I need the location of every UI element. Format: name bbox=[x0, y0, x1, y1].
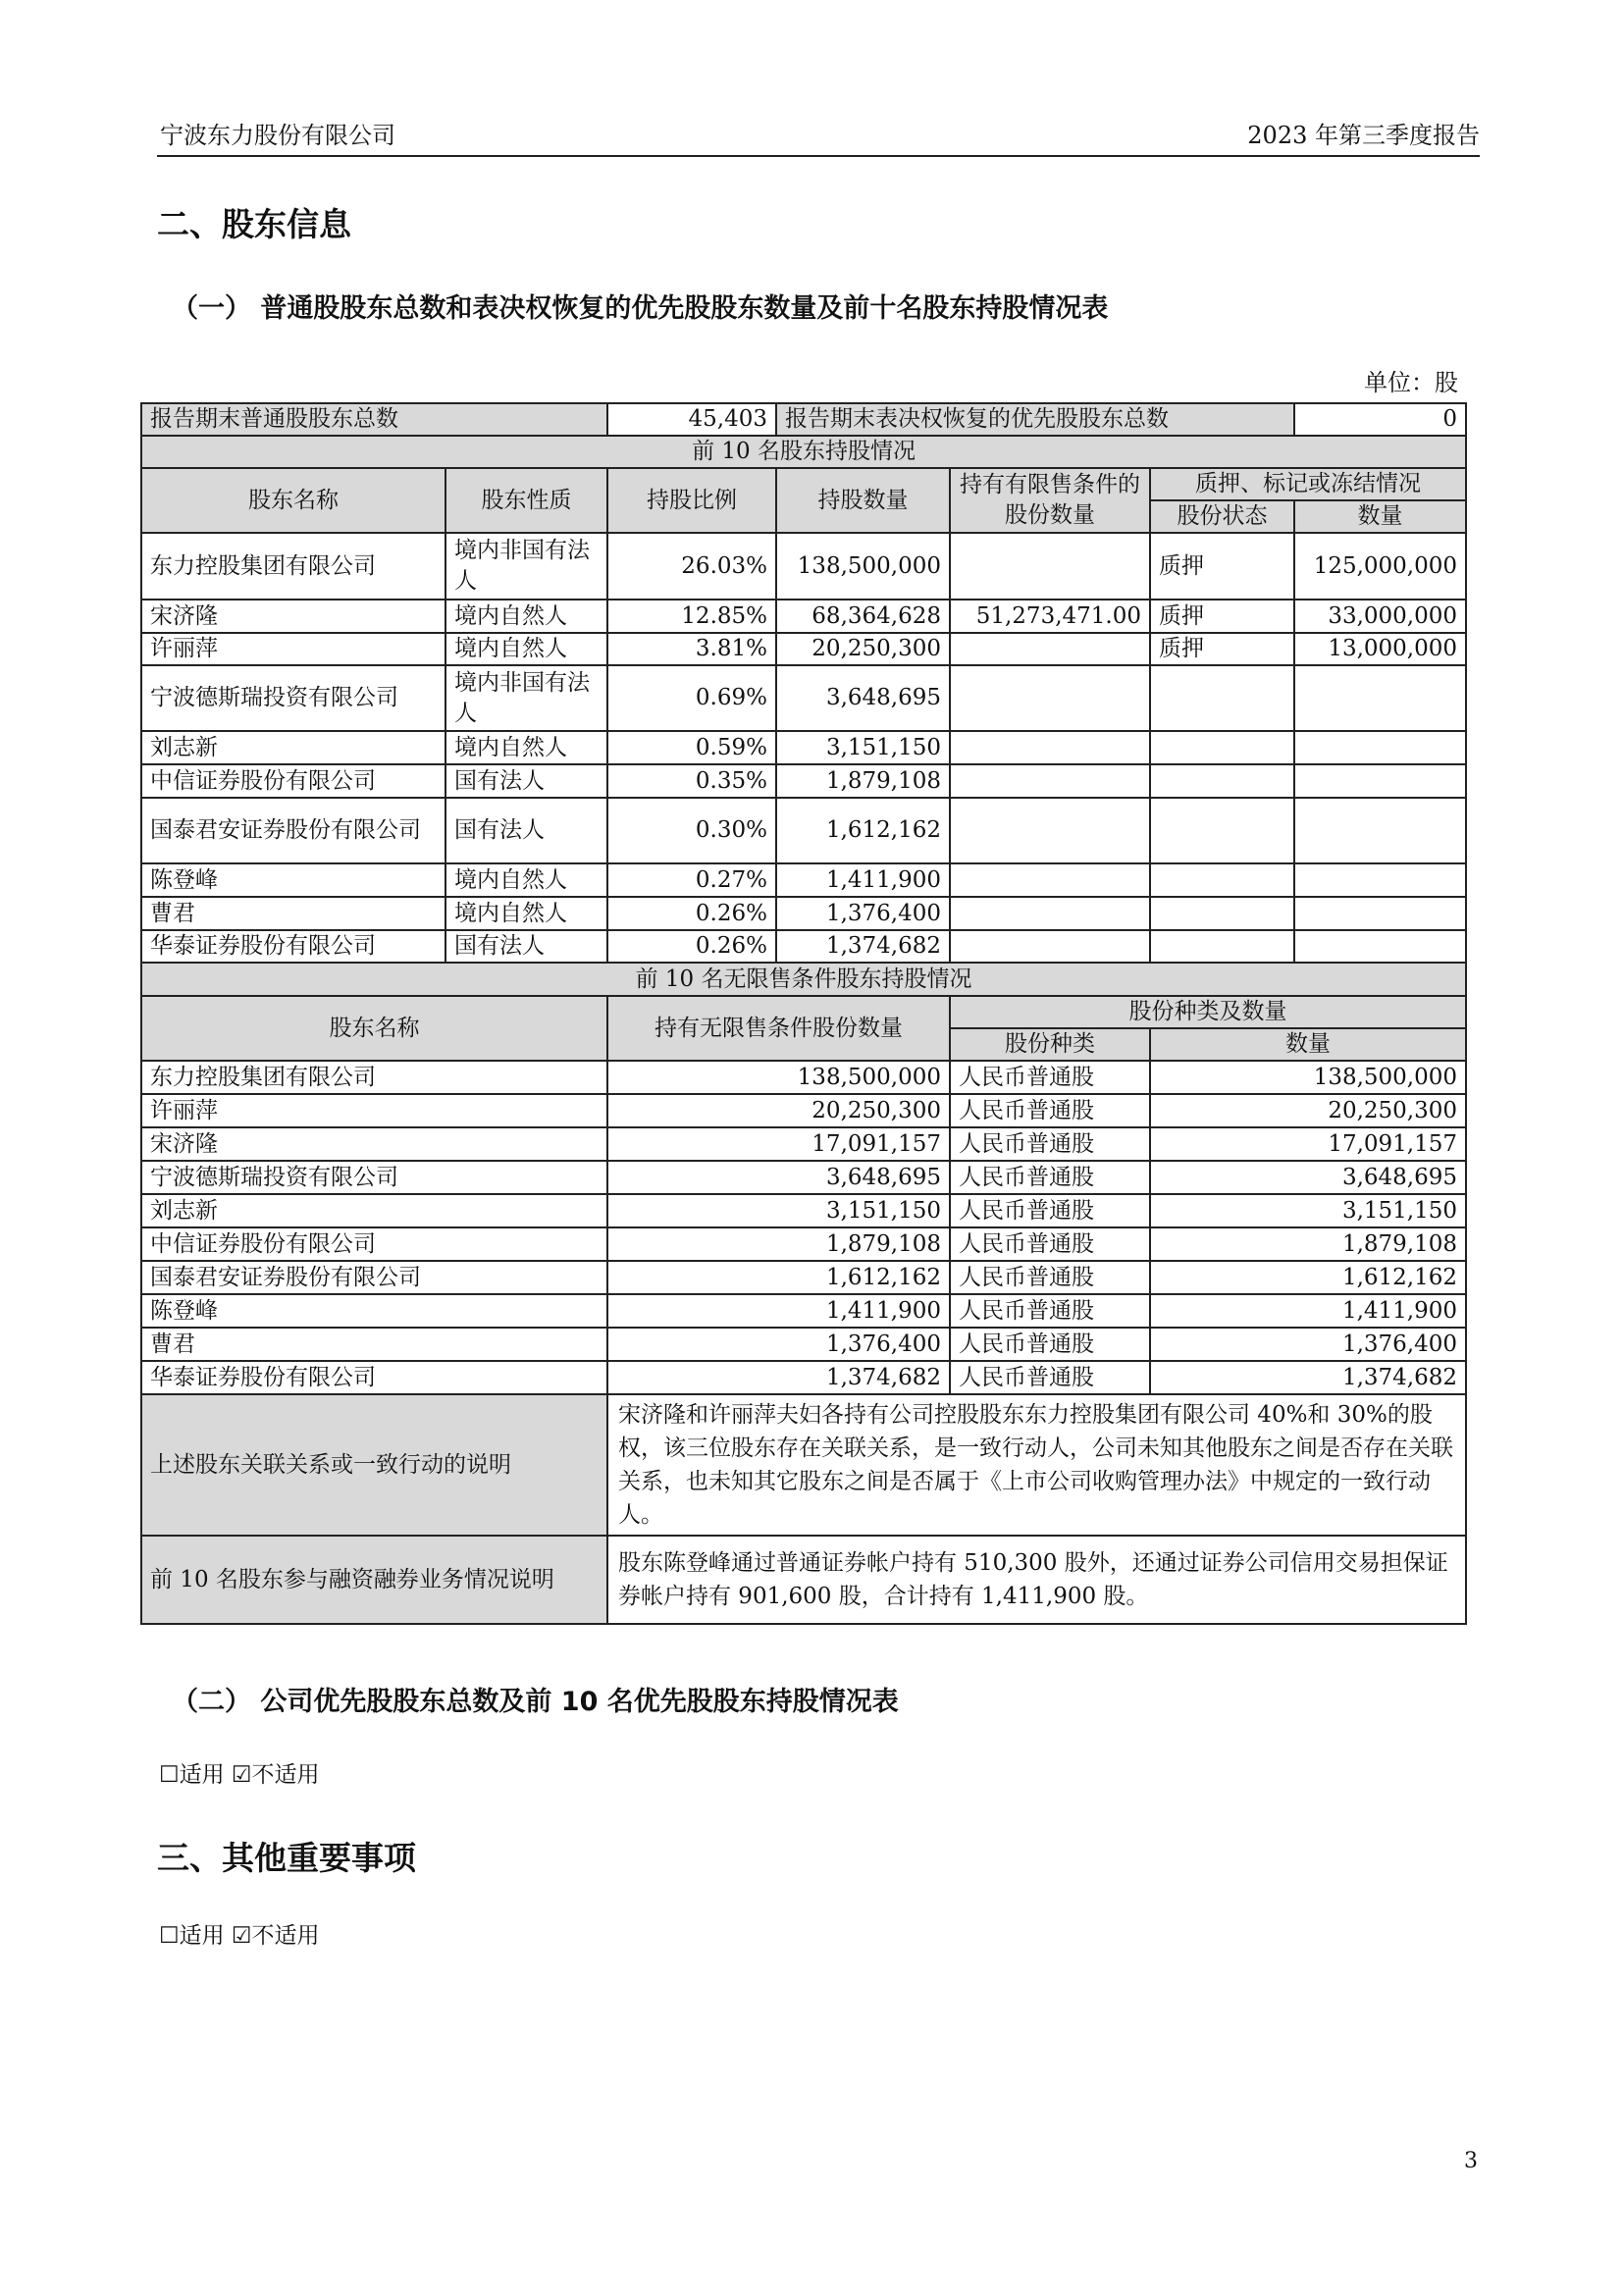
unres-amount: 17,091,157 bbox=[1150, 1127, 1466, 1161]
unres-type: 人民币普通股 bbox=[950, 1061, 1150, 1094]
table-row bbox=[141, 1127, 1466, 1161]
relation-note-text: 宋济隆和许丽萍夫妇各持有公司控股股东东力控股集团有限公司 40%和 30%的股权，该三位股东存在关联关系，是一致行动人，公司未知其他股东之间是否存在关联关系，也未知其它股东之间是否属于《上市公司收购管理办法》中规定的一致行动人。 bbox=[607, 1394, 1466, 1536]
table-row bbox=[141, 764, 1466, 798]
table-row bbox=[141, 731, 1466, 764]
col-header-type: 股份种类 bbox=[950, 1028, 1150, 1061]
top10-section-title: 前 10 名股东持股情况 bbox=[141, 436, 1466, 468]
unres-amount: 138,500,000 bbox=[1150, 1061, 1466, 1094]
unres-amount: 1,411,900 bbox=[1150, 1294, 1466, 1328]
unres-quantity: 1,411,900 bbox=[607, 1294, 950, 1328]
unres-type: 人民币普通股 bbox=[950, 1328, 1150, 1361]
unres-type: 人民币普通股 bbox=[950, 1161, 1150, 1194]
col-header-nature: 股东性质 bbox=[445, 468, 607, 533]
col-header-status: 股份状态 bbox=[1150, 500, 1294, 533]
col-header-pledge: 质押、标记或冻结情况 bbox=[1150, 468, 1466, 500]
section-title-shareholders: 二、股东信息 bbox=[157, 205, 351, 243]
table-row bbox=[141, 600, 1466, 633]
holder-nature: 境内非国有法人 bbox=[445, 533, 607, 600]
holder-ratio: 0.35% bbox=[607, 764, 776, 798]
holder-name: 宋济隆 bbox=[141, 600, 445, 633]
table-row bbox=[141, 798, 1466, 863]
relation-note-label: 上述股东关联关系或一致行动的说明 bbox=[141, 1394, 607, 1536]
holder-name: 刘志新 bbox=[141, 731, 445, 764]
unres-type: 人民币普通股 bbox=[950, 1194, 1150, 1227]
holder-pledge-amount bbox=[1294, 863, 1466, 897]
holder-pledge-status: 质押 bbox=[1150, 533, 1294, 600]
holder-restricted bbox=[950, 863, 1150, 897]
holder-restricted bbox=[950, 533, 1150, 600]
holder-quantity: 1,411,900 bbox=[776, 863, 950, 897]
holder-ratio: 0.69% bbox=[607, 665, 776, 731]
unres-name: 华泰证券股份有限公司 bbox=[141, 1361, 607, 1394]
unres-quantity: 20,250,300 bbox=[607, 1094, 950, 1127]
holder-pledge-amount bbox=[1294, 731, 1466, 764]
table-row bbox=[141, 1361, 1466, 1394]
unres-quantity: 3,648,695 bbox=[607, 1161, 950, 1194]
holder-quantity: 3,648,695 bbox=[776, 665, 950, 731]
unres-type: 人民币普通股 bbox=[950, 1227, 1150, 1261]
holder-name: 宁波德斯瑞投资有限公司 bbox=[141, 665, 445, 731]
holder-pledge-amount bbox=[1294, 764, 1466, 798]
holder-pledge-status: 质押 bbox=[1150, 600, 1294, 633]
table-row bbox=[141, 1161, 1466, 1194]
holder-quantity: 138,500,000 bbox=[776, 533, 950, 600]
unres-name: 中信证券股份有限公司 bbox=[141, 1227, 607, 1261]
holder-pledge-status bbox=[1150, 863, 1294, 897]
unres-name: 刘志新 bbox=[141, 1194, 607, 1227]
unres-name: 东力控股集团有限公司 bbox=[141, 1061, 607, 1094]
holder-name: 中信证券股份有限公司 bbox=[141, 764, 445, 798]
unres-type: 人民币普通股 bbox=[950, 1094, 1150, 1127]
col-header-name: 股东名称 bbox=[141, 468, 445, 533]
unres-quantity: 1,879,108 bbox=[607, 1227, 950, 1261]
table-row bbox=[141, 863, 1466, 897]
holder-quantity: 1,376,400 bbox=[776, 897, 950, 930]
holder-quantity: 1,879,108 bbox=[776, 764, 950, 798]
applicability-option-2: ☐适用 ☑不适用 bbox=[159, 1762, 320, 1788]
page-number: 3 bbox=[1464, 2149, 1478, 2173]
holder-restricted bbox=[950, 798, 1150, 863]
holder-nature: 境内自然人 bbox=[445, 600, 607, 633]
unres-type: 人民币普通股 bbox=[950, 1361, 1150, 1394]
header-divider bbox=[157, 155, 1480, 157]
applicability-option-3: ☐适用 ☑不适用 bbox=[159, 1923, 320, 1949]
holder-pledge-status bbox=[1150, 731, 1294, 764]
col-header-quantity: 持股数量 bbox=[776, 468, 950, 533]
unres-type: 人民币普通股 bbox=[950, 1294, 1150, 1328]
holder-pledge-amount bbox=[1294, 930, 1466, 963]
holder-pledge-amount bbox=[1294, 798, 1466, 863]
unres-quantity: 17,091,157 bbox=[607, 1127, 950, 1161]
holder-nature: 境内自然人 bbox=[445, 731, 607, 764]
holder-ratio: 0.59% bbox=[607, 731, 776, 764]
table-row bbox=[141, 930, 1466, 963]
table-row bbox=[141, 1094, 1466, 1127]
holder-pledge-status bbox=[1150, 930, 1294, 963]
holder-restricted bbox=[950, 665, 1150, 731]
holder-pledge-amount: 125,000,000 bbox=[1294, 533, 1466, 600]
shareholder-table bbox=[140, 402, 1467, 1625]
subsection-title-1: （一） 普通股股东总数和表决权恢复的优先股股东数量及前十名股东持股情况表 bbox=[172, 293, 1109, 324]
holder-pledge-status: 质押 bbox=[1150, 633, 1294, 665]
holder-nature: 境内非国有法人 bbox=[445, 665, 607, 731]
holder-ratio: 3.81% bbox=[607, 633, 776, 665]
unres-name: 宋济隆 bbox=[141, 1127, 607, 1161]
col-header-restricted: 持有有限售条件的股份数量 bbox=[950, 468, 1150, 533]
unres-quantity: 1,612,162 bbox=[607, 1261, 950, 1294]
holder-nature: 国有法人 bbox=[445, 798, 607, 863]
unres-amount: 1,612,162 bbox=[1150, 1261, 1466, 1294]
unres-name: 宁波德斯瑞投资有限公司 bbox=[141, 1161, 607, 1194]
margin-note-label: 前 10 名股东参与融资融券业务情况说明 bbox=[141, 1536, 607, 1624]
holder-quantity: 20,250,300 bbox=[776, 633, 950, 665]
holder-quantity: 3,151,150 bbox=[776, 731, 950, 764]
holder-quantity: 1,612,162 bbox=[776, 798, 950, 863]
holder-pledge-status bbox=[1150, 897, 1294, 930]
holder-pledge-status bbox=[1150, 764, 1294, 798]
unrestricted-section-title: 前 10 名无限售条件股东持股情况 bbox=[141, 963, 1466, 996]
holder-ratio: 12.85% bbox=[607, 600, 776, 633]
holder-name: 东力控股集团有限公司 bbox=[141, 533, 445, 600]
col-header-ratio: 持股比例 bbox=[607, 468, 776, 533]
holder-restricted: 51,273,471.00 bbox=[950, 600, 1150, 633]
table-row bbox=[141, 1294, 1466, 1328]
holder-name: 华泰证券股份有限公司 bbox=[141, 930, 445, 963]
unres-amount: 3,151,150 bbox=[1150, 1194, 1466, 1227]
holder-ratio: 0.27% bbox=[607, 863, 776, 897]
unres-quantity: 138,500,000 bbox=[607, 1061, 950, 1094]
holder-name: 曹君 bbox=[141, 897, 445, 930]
holder-name: 陈登峰 bbox=[141, 863, 445, 897]
table-row bbox=[141, 1261, 1466, 1294]
pref-holders-label: 报告期末表决权恢复的优先股股东总数 bbox=[776, 403, 1294, 436]
section-title-other-matters: 三、其他重要事项 bbox=[157, 1839, 416, 1877]
table-row bbox=[141, 665, 1466, 731]
holder-ratio: 0.26% bbox=[607, 930, 776, 963]
holder-pledge-amount: 33,000,000 bbox=[1294, 600, 1466, 633]
unres-type: 人民币普通股 bbox=[950, 1127, 1150, 1161]
margin-note-text: 股东陈登峰通过普通证券帐户持有 510,300 股外，还通过证券公司信用交易担保证券帐户持有 901,600 股，合计持有 1,411,900 股。 bbox=[607, 1536, 1466, 1624]
holder-restricted bbox=[950, 731, 1150, 764]
col-header-unres-quantity: 持有无限售条件股份数量 bbox=[607, 996, 950, 1061]
table-row bbox=[141, 1227, 1466, 1261]
holder-restricted bbox=[950, 764, 1150, 798]
common-holders-label: 报告期末普通股股东总数 bbox=[141, 403, 607, 436]
table-row bbox=[141, 1328, 1466, 1361]
table-row bbox=[141, 533, 1466, 600]
holder-pledge-amount bbox=[1294, 897, 1466, 930]
holder-nature: 国有法人 bbox=[445, 930, 607, 963]
unit-label: 单位：股 bbox=[1364, 369, 1458, 396]
unres-quantity: 1,376,400 bbox=[607, 1328, 950, 1361]
unres-amount: 3,648,695 bbox=[1150, 1161, 1466, 1194]
unres-amount: 1,374,682 bbox=[1150, 1361, 1466, 1394]
holder-nature: 境内自然人 bbox=[445, 863, 607, 897]
holder-pledge-amount: 13,000,000 bbox=[1294, 633, 1466, 665]
subsection-title-2: （二） 公司优先股股东总数及前 10 名优先股股东持股情况表 bbox=[172, 1687, 899, 1717]
holder-nature: 国有法人 bbox=[445, 764, 607, 798]
holder-quantity: 68,364,628 bbox=[776, 600, 950, 633]
table-row bbox=[141, 633, 1466, 665]
unres-amount: 1,879,108 bbox=[1150, 1227, 1466, 1261]
unres-quantity: 3,151,150 bbox=[607, 1194, 950, 1227]
holder-pledge-amount bbox=[1294, 665, 1466, 731]
holder-restricted bbox=[950, 897, 1150, 930]
unres-quantity: 1,374,682 bbox=[607, 1361, 950, 1394]
header-report-period: 2023 年第三季度报告 bbox=[1247, 122, 1480, 149]
holder-nature: 境内自然人 bbox=[445, 633, 607, 665]
holder-nature: 境内自然人 bbox=[445, 897, 607, 930]
pref-holders-value: 0 bbox=[1294, 403, 1466, 436]
unres-name: 国泰君安证券股份有限公司 bbox=[141, 1261, 607, 1294]
unres-amount: 20,250,300 bbox=[1150, 1094, 1466, 1127]
header-company: 宁波东力股份有限公司 bbox=[160, 122, 395, 149]
holder-pledge-status bbox=[1150, 665, 1294, 731]
holder-quantity: 1,374,682 bbox=[776, 930, 950, 963]
holder-name: 国泰君安证券股份有限公司 bbox=[141, 798, 445, 863]
unres-name: 曹君 bbox=[141, 1328, 607, 1361]
holder-ratio: 26.03% bbox=[607, 533, 776, 600]
table-row bbox=[141, 1061, 1466, 1094]
col-header-type-qty: 股份种类及数量 bbox=[950, 996, 1466, 1028]
table-row bbox=[141, 897, 1466, 930]
holder-pledge-status bbox=[1150, 798, 1294, 863]
unres-name: 许丽萍 bbox=[141, 1094, 607, 1127]
holder-ratio: 0.30% bbox=[607, 798, 776, 863]
common-holders-value: 45,403 bbox=[607, 403, 776, 436]
col-header-unres-name: 股东名称 bbox=[141, 996, 607, 1061]
holder-restricted bbox=[950, 930, 1150, 963]
unres-amount: 1,376,400 bbox=[1150, 1328, 1466, 1361]
col-header-unres-amount: 数量 bbox=[1150, 1028, 1466, 1061]
unres-type: 人民币普通股 bbox=[950, 1261, 1150, 1294]
col-header-amount: 数量 bbox=[1294, 500, 1466, 533]
holder-name: 许丽萍 bbox=[141, 633, 445, 665]
table-row bbox=[141, 1194, 1466, 1227]
unres-name: 陈登峰 bbox=[141, 1294, 607, 1328]
holder-ratio: 0.26% bbox=[607, 897, 776, 930]
holder-restricted bbox=[950, 633, 1150, 665]
